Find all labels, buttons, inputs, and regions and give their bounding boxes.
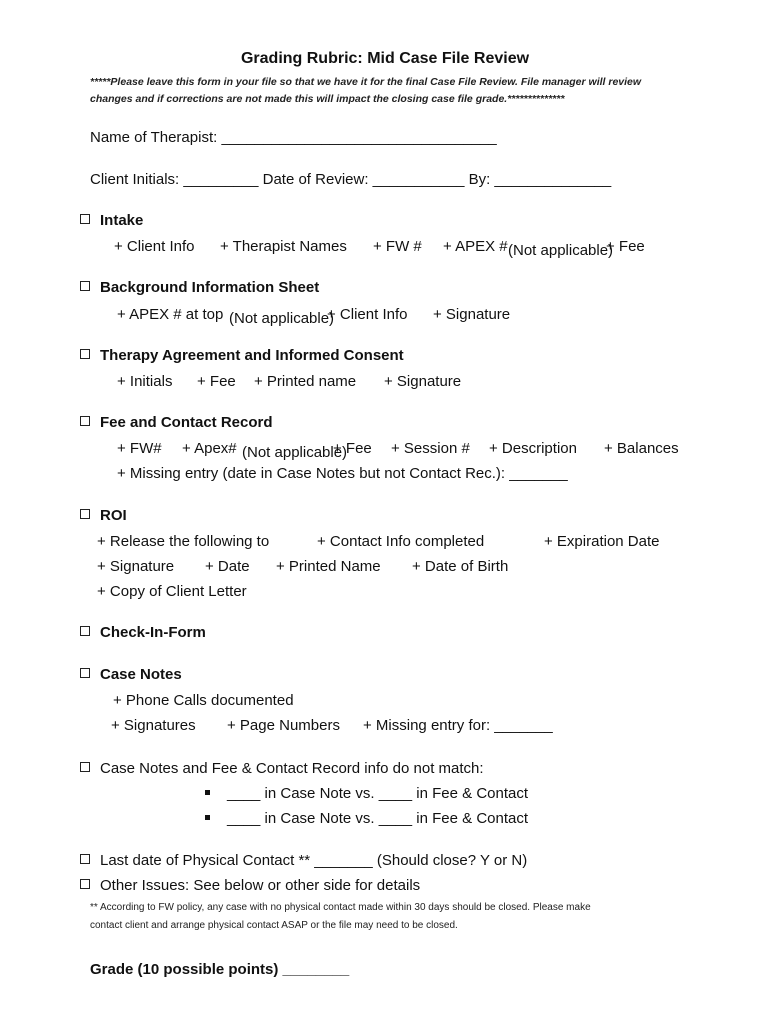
background-heading: Background Information Sheet [100,279,320,296]
fee-contact-missing-entry: + Missing entry (date in Case Notes but not Contact Rec.): _______ [117,465,568,482]
fee-contact-session: + Session # [391,440,470,457]
case-notes-page-numbers: + Page Numbers [227,717,340,734]
background-apex-not-applicable: (Not applicable) [229,310,335,327]
intake-therapist-names: + Therapist Names [220,238,347,255]
section-fee-contact [80,414,273,431]
background-checkbox[interactable] [80,281,90,291]
footnote-line-2: contact client and arrange physical contact ASAP or the file may need to be closed. [90,920,458,931]
physical-contact-item [80,852,527,869]
section-check-in [80,624,206,641]
check-in-checkbox[interactable] [80,626,90,636]
case-notes-heading: Case Notes [100,666,182,683]
roi-copy-letter: + Copy of Client Letter [97,583,247,600]
therapist-name-field[interactable]: Name of Therapist: _________________________________ [90,129,497,146]
physical-contact-checkbox[interactable] [80,854,90,864]
case-notes-checkbox[interactable] [80,668,90,678]
client-review-fields[interactable]: Client Initials: _________ Date of Review: ___________ By: ______________ [90,171,612,188]
therapy-initials: + Initials [117,373,173,390]
fee-contact-fee: + Fee [333,440,372,457]
roi-expiration-date: + Expiration Date [544,533,660,550]
background-signature: + Signature [433,306,511,323]
other-issues-text: Other Issues: See below or other side for details [100,877,421,894]
roi-date: + Date [205,558,250,575]
section-intake [80,212,143,229]
fee-contact-balances: + Balances [604,440,679,457]
section-background [80,279,319,296]
roi-signature: + Signature [97,558,175,575]
roi-contact-info: + Contact Info completed [317,533,485,550]
instruction-note-line-1: *****Please leave this form in your file so that we have it for the final Case File Review. File manager will review [90,76,642,88]
case-notes-missing-entry: + Missing entry for: _______ [363,717,553,734]
mismatch-heading: Case Notes and Fee & Contact Record info do not match: [100,760,484,777]
footnote-line-1: ** According to FW policy, any case with no physical contact made within 30 days should be closed. Please make [90,902,591,913]
therapy-agreement-checkbox[interactable] [80,349,90,359]
therapy-agreement-heading: Therapy Agreement and Informed Consent [100,347,404,364]
case-notes-signatures: + Signatures [111,717,196,734]
check-in-heading: Check-In-Form [100,624,206,641]
fee-contact-apex-not-applicable: (Not applicable) [242,444,348,461]
intake-apex-number: + APEX # [443,238,508,255]
fee-contact-fw: + FW# [117,440,162,457]
intake-apex-not-applicable: (Not applicable) [508,242,614,259]
roi-date-of-birth: + Date of Birth [412,558,509,575]
section-case-notes [80,666,182,683]
fee-contact-description: + Description [489,440,577,457]
roi-heading: ROI [100,507,127,524]
other-issues-item [80,877,420,894]
fee-contact-checkbox[interactable] [80,416,90,426]
fee-contact-heading: Fee and Contact Record [100,414,273,431]
physical-contact-text: Last date of Physical Contact ** _______ (Should close? Y or N) [100,852,528,869]
page-title: Grading Rubric: Mid Case File Review [240,50,530,67]
mismatch-line-1: ____ in Case Note vs. ____ in Fee & Contact [227,785,529,802]
intake-fw-number: + FW # [373,238,422,255]
intake-heading: Intake [100,212,144,229]
other-issues-checkbox[interactable] [80,879,90,889]
background-apex-top: + APEX # at top [117,306,224,323]
roi-checkbox[interactable] [80,509,90,519]
mismatch-line-2: ____ in Case Note vs. ____ in Fee & Contact [227,810,529,827]
fee-contact-apex: + Apex# [182,440,237,457]
grade-field[interactable]: Grade (10 possible points) ________ [90,961,350,978]
section-roi [80,507,127,524]
therapy-signature: + Signature [384,373,462,390]
intake-fee: + Fee [606,238,645,255]
case-notes-phone-calls: + Phone Calls documented [113,692,294,709]
therapy-printed-name: + Printed name [254,373,357,390]
instruction-note-line-2: changes and if corrections are not made this will impact the closing case file grade.************** [90,93,565,105]
section-mismatch [80,760,484,777]
roi-release: + Release the following to [97,533,270,550]
intake-client-info: + Client Info [114,238,195,255]
roi-printed-name: + Printed Name [276,558,381,575]
mismatch-checkbox[interactable] [80,762,90,772]
therapy-fee: + Fee [197,373,236,390]
intake-checkbox[interactable] [80,214,90,224]
bullet-square-icon [205,815,210,820]
section-therapy-agreement [80,347,404,364]
bullet-square-icon [205,790,210,795]
background-client-info: + Client Info [327,306,408,323]
